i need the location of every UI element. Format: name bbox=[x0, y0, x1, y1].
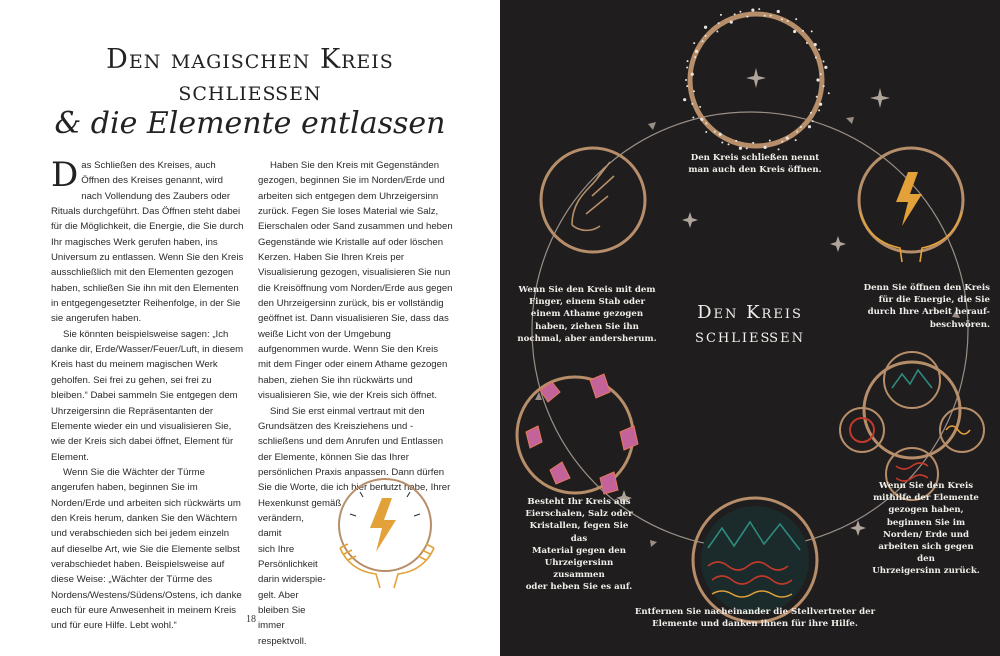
sparkle-dot bbox=[796, 131, 798, 133]
sparkle-dot bbox=[819, 103, 822, 106]
sparkle-dot bbox=[770, 15, 772, 17]
sparkle-dot bbox=[730, 20, 733, 23]
paragraph: Das Schließen des Kreises, auch Öffnen des Kreises genannt, wird nach Vollendung des Zaubers oder Rituals durchgeführt. Das Öffnen steht dabei für die Möglichkeit, die Energie, die Sie durch Ihr magisches Werk gerufen haben, ins Universum zu entlassen. Wenn Sie den Kreis ausschließlich mit den Elementen gezogen haben, schließen Sie ihn mit den Elementen in entgegengesetzter Reihenfolge, in der Sie sie angerufen haben. bbox=[51, 155, 244, 325]
paragraph: Sie könnten beispielsweise sagen: „Ich danke dir, Erde/Wasser/Feuer/Luft, in diesem Kreis hast du meinem magischen Werk geholfen. Sei frei zu gehen, sei frei zu bleiben.“ Dabei sammeln Sie entgegen dem Uhrzeigersinn die Repräsentanten der Elemente wieder ein und visualisieren Sie, wie der Kreis sich dabei öffnet, Element für Element. bbox=[51, 328, 244, 463]
sparkle-dot bbox=[769, 139, 771, 141]
hand-circle bbox=[541, 148, 645, 252]
mountain-icon bbox=[892, 370, 932, 388]
page-subtitle: & die Elemente entlassen bbox=[54, 106, 446, 141]
sparkle-dot bbox=[693, 42, 695, 44]
sparkle-dot bbox=[793, 30, 796, 33]
caption-right: Denn Sie öffnen den Kreis für die Energie, die Sie durch Ihre Arbeit herauf- beschwören. bbox=[863, 283, 990, 330]
sparkle-dot bbox=[694, 56, 696, 58]
text-column-1 bbox=[51, 155, 244, 634]
sparkle-dot bbox=[716, 31, 718, 33]
hand-icon bbox=[340, 544, 434, 588]
sparkle-dot bbox=[687, 60, 689, 62]
sparkle-dot bbox=[739, 11, 741, 13]
sparkle-dot bbox=[795, 139, 797, 141]
sparkle-dot bbox=[778, 148, 780, 150]
lightning-bolt-icon bbox=[370, 498, 396, 552]
sparkle-dot bbox=[795, 18, 797, 20]
sparkle-dot bbox=[815, 57, 817, 59]
page-title-line1: Den magischen Kreis bbox=[106, 44, 394, 75]
sparkle-dot bbox=[691, 73, 694, 76]
sparkle-dot bbox=[810, 112, 812, 114]
caption-lower-right: Wenn Sie den Kreis mithilfe der Elemente gezogen haben, beginnen Sie im Norden/ Erde und arbeiten sich gegen den Uhrzeigersinn zurück. bbox=[872, 481, 980, 577]
sparkle-dot bbox=[812, 120, 814, 122]
element-circles bbox=[840, 352, 984, 500]
sparkle-dot bbox=[781, 141, 783, 143]
right-page bbox=[500, 0, 1000, 656]
caption-bottom: Entfernen Sie nacheinander die Stellvertreter der Elemente und danken ihnen für ihre Hilfe. bbox=[634, 607, 876, 630]
sparkle-dot bbox=[787, 20, 789, 22]
wrapped-text: verändern, damit sich Ihre Persönlichkeit darin widerspie- gelt. Aber bleiben Sie immer respektvoll. bbox=[258, 512, 326, 647]
lightning-circle bbox=[859, 148, 963, 262]
sparkle-dot bbox=[685, 79, 687, 81]
sparkle-dot bbox=[816, 96, 818, 98]
sparkle-dot bbox=[705, 122, 707, 124]
paragraph: Sind Sie erst einmal vertraut mit den Grundsätzen des Kreisziehens und -schließens und dem Anrufen und Entlassen der Elemente, können Sie das Ihrer persönlichen Praxis anpassen. Dann dürfen Sie die Worte, die ich hier benutzt habe, Ihrer Hexenkunst gemäß bbox=[258, 405, 451, 509]
paragraph: Haben Sie den Kreis mit Gegenständen gezogen, beginnen Sie im Norden/Erde und arbeiten sich entgegen dem Uhrzeigersinn zurück. Fegen Sie loses Material wie Salz, Eierschalen oder Sand zusammen und heben Gegenstände wie Kristalle auf oder löschen Kerzen. Haben Sie Ihren Kreis per Visualisierung gezogen, visualisieren Sie nun die Kreisöffnung vom Norden/Erde aus gegen den Uhrzeigersinn zurück, bis er vollständig geöffnet ist. Dann visualisieren Sie, dass das weiße Licht von der Umgebung aufgenommen wurde. Wenn Sie den Kreis mit dem Finger oder einem Athame gezogen haben, ziehen Sie ihn rückwärts und visualisieren Sie, wie der Kreis sich öffnet. bbox=[258, 160, 453, 402]
hand-icon bbox=[860, 212, 962, 262]
sparkle-dot bbox=[718, 22, 720, 24]
sparkle-dot bbox=[786, 137, 789, 140]
sparkle-dot bbox=[764, 15, 766, 17]
sparkle-dot bbox=[704, 26, 707, 29]
sparkle-dot bbox=[700, 118, 703, 121]
sparkle-dot bbox=[808, 125, 811, 128]
sparkle-dot bbox=[764, 146, 767, 149]
crystal-circle bbox=[517, 374, 638, 494]
sparkle-dot bbox=[734, 13, 736, 15]
sparkle-dot bbox=[818, 109, 820, 111]
sparkle-dot bbox=[758, 8, 760, 10]
sparkle-dot bbox=[719, 133, 722, 136]
sparkle-dot bbox=[705, 131, 707, 133]
sparkle-dot bbox=[746, 147, 748, 149]
sparkle-dot bbox=[702, 40, 704, 42]
sparkle-dot bbox=[720, 14, 722, 16]
sparkle-dot bbox=[752, 142, 754, 144]
sparkle-dot bbox=[811, 30, 813, 32]
sparkle-dot bbox=[781, 18, 783, 20]
sparkle-dot bbox=[699, 106, 701, 108]
sparkle-dot bbox=[818, 49, 820, 51]
sparkle-dot bbox=[691, 103, 693, 105]
sparkle-dot bbox=[727, 143, 729, 145]
sparkle-dot bbox=[686, 67, 688, 69]
sparkle-dot bbox=[683, 98, 686, 101]
diagram-title-line2: schließen bbox=[695, 326, 805, 347]
caption-left: Wenn Sie den Kreis mit dem Finger, einem Stab oder einem Athame gezogen haben, ziehen Sie ihn nochmal, aber andersherum. bbox=[517, 285, 657, 344]
lightning-hands-ornament bbox=[330, 470, 450, 600]
sparkle-dot bbox=[746, 16, 748, 18]
sparkle-dot bbox=[824, 66, 827, 69]
sparkle-dot bbox=[705, 35, 707, 37]
page-title-line2: schließen bbox=[178, 76, 322, 107]
sparkle-dot bbox=[751, 8, 754, 11]
paragraph: Wenn Sie die Wächter der Türme angerufen haben, beginnen Sie im Norden/Erde und arbeiten sich rückwärts um den Kreis herum, danken Sie den Wächtern und verabschieden sich bei jedem einzeln auf dieselbe Art, wie Sie die Elemente selbst verabschiedet haben. Beispielsweise auf diese Weise: „Wächter der Türme des Nordens/Westens/Südens/Ostens, ich danke euch für eure Anwesenheit in meinem Kreis und für eure Hilfe. Lebt wohl.“ bbox=[51, 466, 242, 632]
sparkle-dot bbox=[814, 43, 817, 46]
caption-lower-left: Besteht Ihr Kreis aus Eierschalen, Salz oder Kristallen, fegen Sie das Material gegen den Uhrzeigersinn zusammen oder heben Sie es auf. bbox=[525, 497, 633, 593]
caption-top: Den Kreis schließen nennt man auch den Kreis öffnen. bbox=[688, 153, 822, 176]
page-number: 18 bbox=[246, 614, 256, 625]
sparkle-dot bbox=[802, 30, 804, 32]
sparkle-dot bbox=[816, 78, 819, 81]
sparkle-dot bbox=[823, 85, 825, 87]
sparkle-dot bbox=[828, 92, 830, 94]
lightning-bolt-icon bbox=[896, 172, 922, 226]
sparkle-dot bbox=[693, 90, 695, 92]
sparkle-dot bbox=[777, 10, 780, 13]
sparkle-dot bbox=[692, 116, 694, 118]
sparkle-dot bbox=[714, 131, 716, 133]
sparkle-dot bbox=[686, 85, 688, 87]
diagram-title-line1: Den Kreis bbox=[697, 302, 803, 323]
bottom-circle bbox=[693, 498, 817, 622]
sparkle-dot bbox=[735, 140, 737, 142]
sparkle-dot bbox=[739, 147, 742, 150]
drop-cap: D bbox=[51, 155, 79, 195]
sparkle-dot bbox=[822, 60, 824, 62]
crystal-icon bbox=[526, 374, 638, 494]
sparkle-icon bbox=[746, 68, 766, 88]
sparkle-dot bbox=[806, 42, 808, 44]
sparkle-dot bbox=[695, 50, 698, 53]
sparkle-dot bbox=[721, 142, 723, 144]
sparkle-dot bbox=[820, 73, 822, 75]
sparkle-dot bbox=[800, 126, 802, 128]
top-circle bbox=[683, 8, 830, 155]
